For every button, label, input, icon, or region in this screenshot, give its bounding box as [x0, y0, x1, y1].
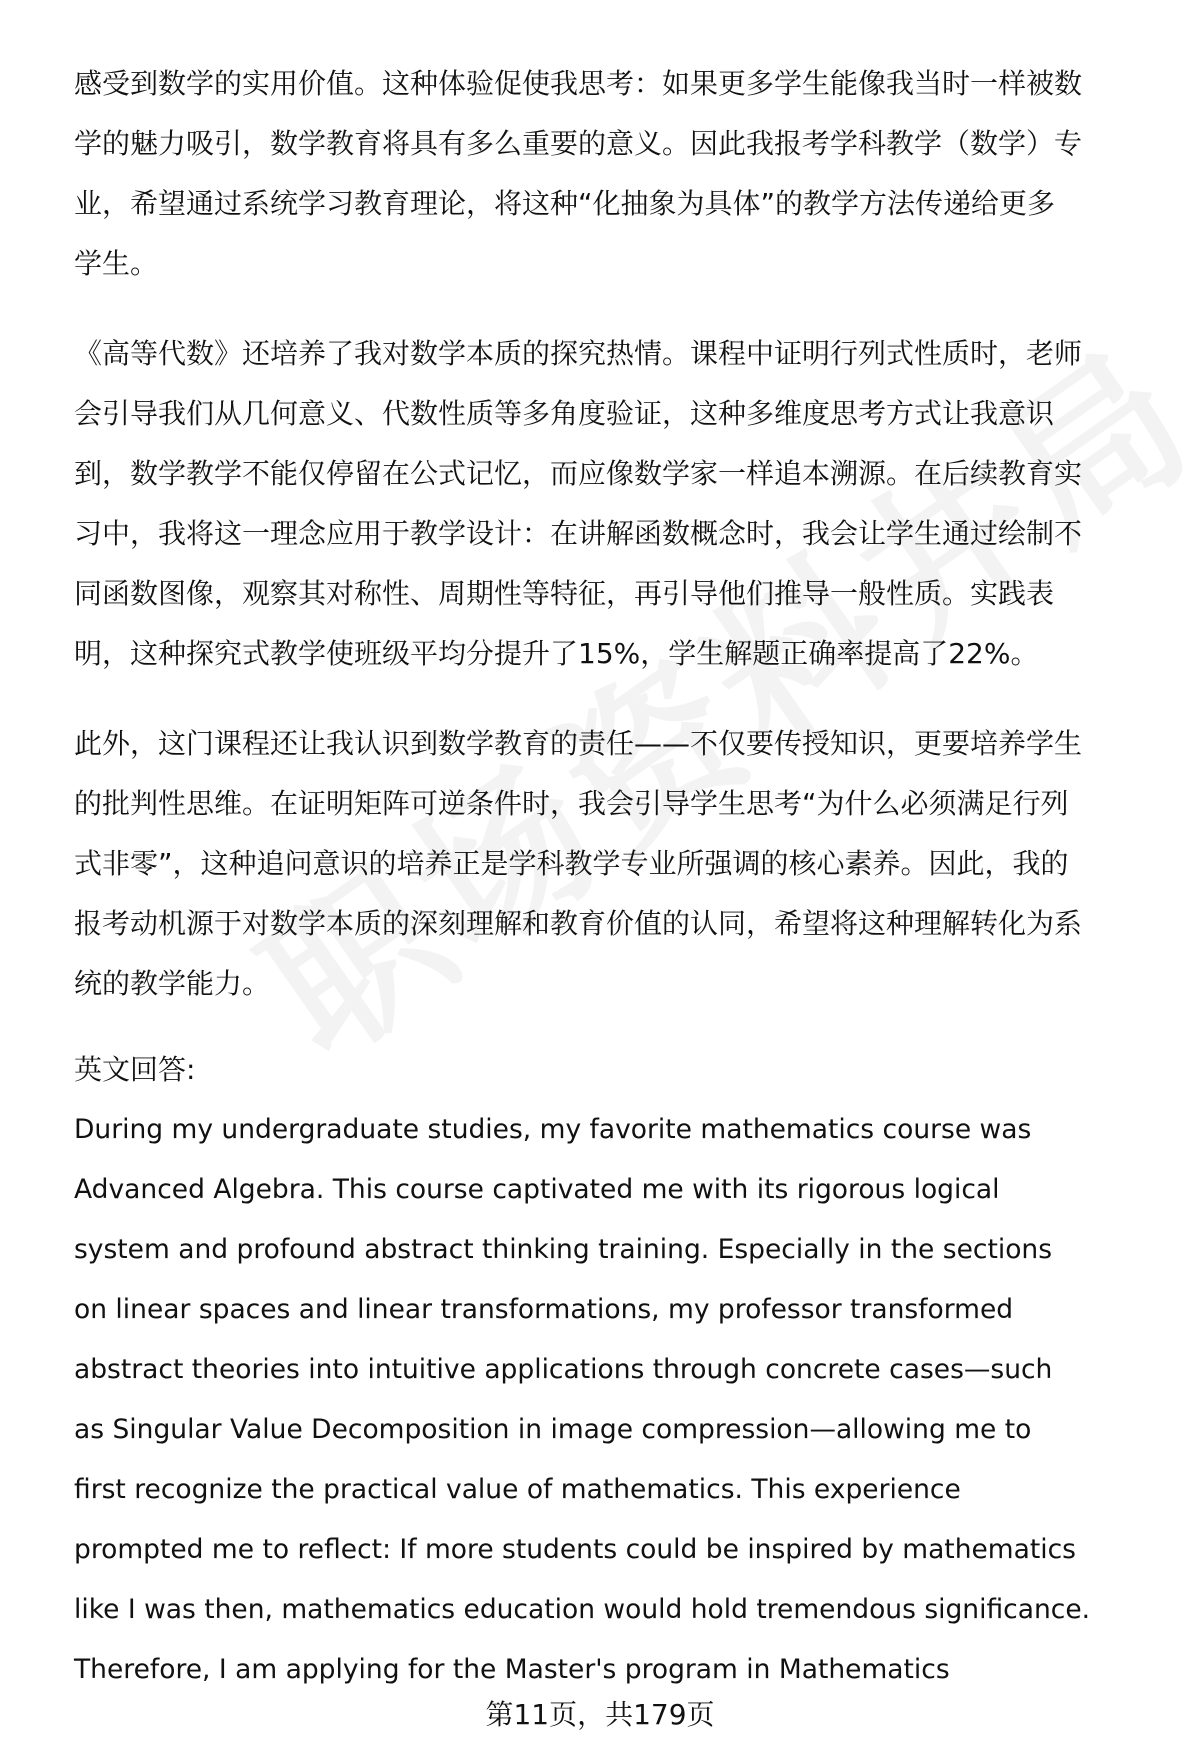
- text-line: 习中，我将这一理念应用于教学设计：在讲解函数概念时，我会让学生通过绘制不: [74, 517, 1083, 550]
- text-line: first recognize the practical value of mathematics. This experience: [74, 1474, 961, 1505]
- text-line: system and profound abstract thinking training. Especially in the sections: [74, 1234, 1053, 1265]
- text-line: During my undergraduate studies, my favorite mathematics course was: [74, 1114, 1032, 1145]
- text-line: 到，数学教学不能仅停留在公式记忆，而应像数学家一样追本溯源。在后续教育实: [74, 457, 1083, 490]
- text-line: 学的魅力吸引，数学教育将具有多么重要的意义。因此我报考学科教学（数学）专: [74, 127, 1083, 160]
- text-line: 学生。: [74, 247, 159, 280]
- paragraph-zh-3: [74, 714, 1159, 1014]
- text-line: 的批判性思维。在证明矩阵可逆条件时，我会引导学生思考“为什么必须满足行列: [74, 787, 1069, 820]
- text-line: as Singular Value Decomposition in image compression—allowing me to: [74, 1414, 1032, 1445]
- text-line: Therefore, I am applying for the Master's program in Mathematics: [74, 1654, 950, 1685]
- text-line: on linear spaces and linear transformations, my professor transformed: [74, 1294, 1014, 1325]
- page-content: [74, 54, 1159, 1700]
- text-line: 明，这种探究式教学使班级平均分提升了15%，学生解题正确率提高了22%。: [74, 637, 1039, 670]
- page-number-footer: 第11页，共179页: [485, 1698, 715, 1731]
- text-line: abstract theories into intuitive applications through concrete cases—such: [74, 1354, 1053, 1385]
- text-line: 此外，这门课程还让我认识到数学教育的责任——不仅要传授知识，更要培养学生: [74, 727, 1083, 760]
- english-answer-label: 英文回答:: [74, 1053, 196, 1086]
- text-line: like I was then, mathematics education would hold tremendous significance.: [74, 1594, 1091, 1625]
- text-line: 式非零”，这种追问意识的培养正是学科教学专业所强调的核心素养。因此，我的: [74, 847, 1069, 880]
- english-answer-paragraph: [74, 1100, 1159, 1700]
- paragraph-zh-2: [74, 324, 1159, 684]
- paragraph-zh-1: [74, 54, 1159, 294]
- text-line: 同函数图像，观察其对称性、周期性等特征，再引导他们推导一般性质。实践表: [74, 577, 1055, 610]
- text-line: 报考动机源于对数学本质的深刻理解和教育价值的认同，希望将这种理解转化为系: [74, 907, 1083, 940]
- text-line: 感受到数学的实用价值。这种体验促使我思考：如果更多学生能像我当时一样被数: [74, 67, 1083, 100]
- text-line: prompted me to reflect: If more students could be inspired by mathematics: [74, 1534, 1076, 1565]
- text-line: 业，希望通过系统学习教育理论，将这种“化抽象为具体”的教学方法传递给更多: [74, 187, 1056, 220]
- text-line: 统的教学能力。: [74, 967, 271, 1000]
- text-line: 《高等代数》还培养了我对数学本质的探究热情。课程中证明行列式性质时，老师: [74, 337, 1083, 370]
- text-line: 会引导我们从几何意义、代数性质等多角度验证，这种多维度思考方式让我意识: [74, 397, 1055, 430]
- text-line: Advanced Algebra. This course captivated me with its rigorous logical: [74, 1174, 1000, 1205]
